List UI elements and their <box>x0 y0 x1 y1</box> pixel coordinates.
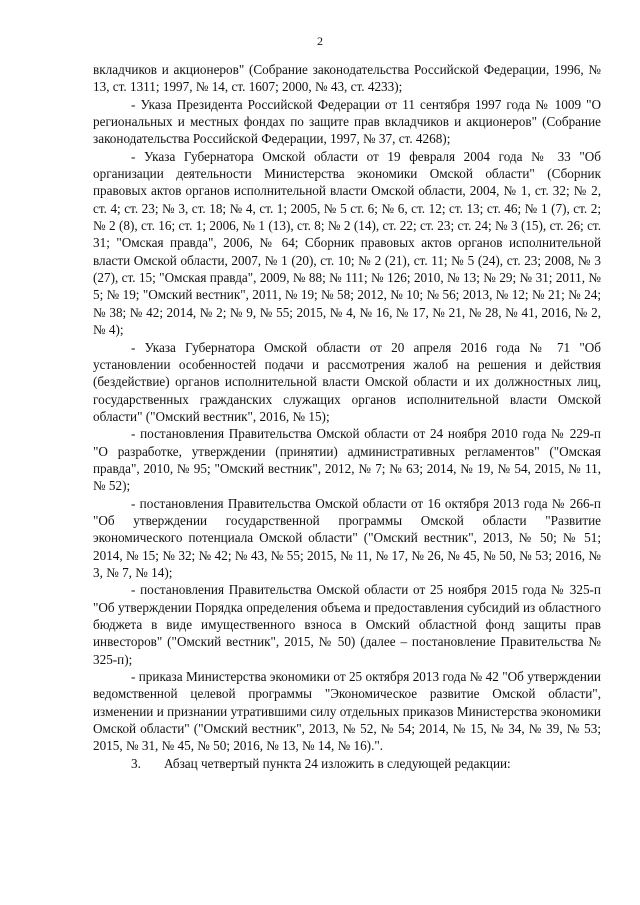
paragraph-presidential-decree: - Указа Президента Российской Федерации от 11 сентября 1997 года № 1009 "О региональных и местных фондах по защите прав вкладчиков и акционеров" (Собрание законодательства Российской Федерации, 1997, № 37, ст. 4268); <box>93 96 601 147</box>
paragraph-continuation: вкладчиков и акционеров" (Собрание законодательства Российской Федерации, 1996, № 13, ст. 1311; 1997, № 14, ст. 1607; 2000, № 43, ст. 4233); <box>93 62 601 95</box>
paragraph-resolution-266: - постановления Правительства Омской области от 16 октября 2013 года № 266-п "Об утверждении государственной программы Омской области "Развитие экономического потенциала Омской области" ("Омский вестник", 2013, № 50; № 51; 2014, № 15; № 32; № 42; № 43, № 55; 2015, № 11, № 17, № 26, № 45, № 50, № 53; 2016, № 3, № 7, № 14); <box>93 495 601 580</box>
item-text: Абзац четвертый пункта 24 изложить в следующей редакции: <box>164 755 511 771</box>
paragraph-resolution-229: - постановления Правительства Омской области от 24 ноября 2010 года № 229-п "О разработке, утверждении (принятии) административных регламентов" ("Омская правда", 2010, № 95; "Омский вестник", 2012, № 7; № 63; 2014, № 19, № 54, 2015, № 11, № 52); <box>93 426 601 494</box>
numbered-item-3 <box>93 755 601 772</box>
document-body <box>93 61 601 772</box>
item-number: 3. <box>131 755 141 771</box>
page-number: 2 <box>317 34 323 48</box>
paragraph-governor-decree-71: - Указа Губернатора Омской области от 20 апреля 2016 года № 71 "Об установлении особенностей подачи и рассмотрения жалоб на решения и действия (бездействие) органов исполнительной власти Омской области и их должностных лиц, государственных гражданских служащих органов исполнительной власти Омской области" ("Омский вестник", 2016, № 15); <box>93 339 601 424</box>
paragraph-order-42: - приказа Министерства экономики от 25 октября 2013 года № 42 "Об утверждении ведомственной целевой программы "Экономическое развитие Омской области", изменении и признании утратившими силу отдельных приказов Министерства экономики Омской области" ("Омский вестник", 2013, № 52, № 54; 2014, № 15, № 34, № 39, № 53; 2015, № 31, № 45, № 50; 2016, № 13, № 14, № 16).". <box>93 669 601 754</box>
paragraph-governor-decree-33: - Указа Губернатора Омской области от 19 февраля 2004 года № 33 "Об организации деятельности Министерства экономики Омской области" (Сборник правовых актов органов исполнительной власти Омской области, 2004, № 1, ст. 32; № 2, ст. 4; ст. 23; № 3, ст. 18; № 4, ст. 1; 2005, № 5 ст. 6; № 6, ст. 12; ст. 13; ст. 46; № 1 (7), ст. 2; № 2 (8), ст. 16; ст. 1; 2006, № 1 (13), ст. 8; № 2 (14), ст. 22; ст. 23; ст. 24; № 3 (15), ст. 26; ст. 31; "Омская правда", 2006, № 64; Сборник правовых актов органов исполнительной власти Омской области, 2007, № 1 (20), ст. 10; № 2 (21), ст. 11; № 5 (24), ст. 23; 2008, № 3 (27), ст. 15; "Омская правда", 2009, № 88; № 111; № 126; 2010, № 13; № 29; № 31; 2011, № 5; № 19; "Омский вестник", 2011, № 19; № 58; 2012, № 10; № 56; 2013, № 12; № 21; № 24; № 38; № 42; 2014, № 2; № 9, № 55; 2015, № 4, № 16, № 17, № 21, № 28, № 41, 2016, № 2, № 4); <box>93 148 601 338</box>
paragraph-resolution-325: - постановления Правительства Омской области от 25 ноября 2015 года № 325-п "Об утверждении Порядка определения объема и предоставления субсидий из областного бюджета в виде имущественного взноса в Омский областной фонд защиты прав инвесторов" ("Омский вестник", 2015, № 50) (далее – постановление Правительства № 325-п); <box>93 582 601 667</box>
